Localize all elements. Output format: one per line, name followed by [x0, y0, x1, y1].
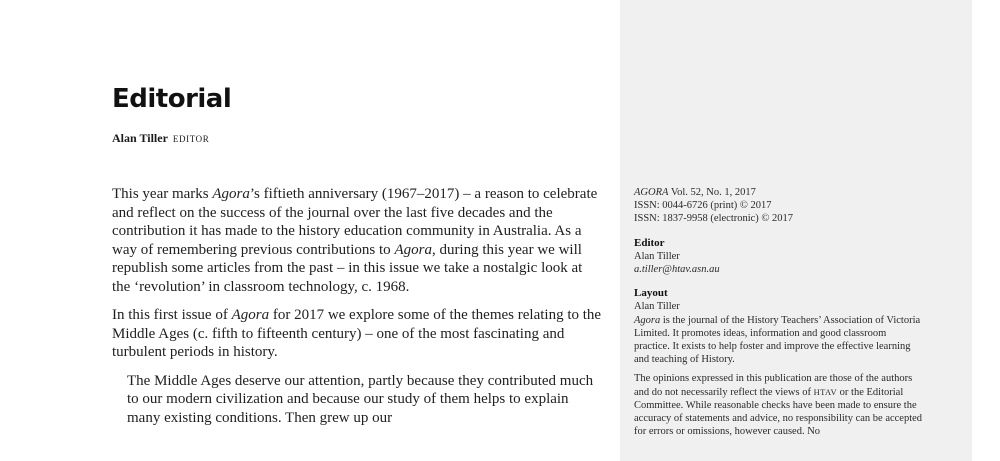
- htav-abbreviation: HTAV: [813, 386, 838, 397]
- editor-label: Editor: [634, 236, 665, 249]
- text-run: or the Editorial Committee. While reasonable checks have been made to ensure the accuracy of statements and advice, no responsibility can be accepted for errors or omissions, however caused. No: [634, 386, 923, 438]
- about-text: [634, 314, 924, 367]
- journal-volume: Vol. 52, No. 1, 2017: [670, 187, 756, 198]
- journal-name: Agora: [394, 241, 432, 258]
- layout-name: Alan Tiller: [634, 301, 680, 313]
- author-name: Alan Tiller: [112, 131, 168, 145]
- editor-info: [634, 237, 924, 277]
- journal-info: [634, 186, 924, 226]
- text-run: ’s fiftieth anniversary (1967–2017) – a reason to celebrate and reflect on the success of the journal over the last five decades and the contribution it has made to the history education community in Australia. As a way of remembering previous contributions to: [112, 186, 598, 258]
- layout-info: [634, 287, 924, 438]
- text-run: , during this year we will republish some articles from the past – in this issue we take a nostalgic look at the ‘revolution’ in classroom technology, c. 1968.: [112, 241, 583, 295]
- journal-name: Agora: [212, 186, 250, 202]
- text-run: for 2017 we explore some of the themes relating to the Middle Ages (c. fifth to fifteenth century) – one of the most fascinating and turbulent periods in history.: [112, 307, 602, 360]
- text-run: This year marks: [112, 186, 213, 202]
- block-quote: The Middle Ages deserve our attention, partly because they contributed much to our modern civilization and because our study of them helps to explain many existing conditions. Then grew up our: [127, 372, 594, 426]
- layout-label: Layout: [634, 287, 668, 300]
- issn-print: ISSN: 0044-6726 (print) © 2017: [634, 200, 772, 212]
- publication-info: [634, 186, 924, 449]
- issn-electronic: ISSN: 1837-9958 (electronic) © 2017: [634, 213, 794, 225]
- editor-email[interactable]: [634, 263, 924, 276]
- paragraph-2: [112, 306, 602, 362]
- byline: [112, 131, 209, 146]
- journal-name: Agora: [231, 307, 270, 323]
- journal-title: AGORA: [634, 187, 669, 198]
- page-title: Editorial: [112, 84, 232, 114]
- text-run: In this first issue of: [112, 307, 232, 323]
- journal-volume-line: [634, 186, 924, 199]
- paragraph-1: [112, 185, 602, 296]
- editor-email-link[interactable]: a.tiller@htav.asn.au: [634, 264, 720, 276]
- disclaimer-text: [634, 372, 924, 438]
- journal-name: Agora: [634, 314, 661, 326]
- text-run: The opinions expressed in this publication are those of the authors and do not necessarily reflect the views of: [634, 373, 913, 398]
- article-body: [112, 185, 602, 437]
- text-run: is the journal of the History Teachers’ Association of Victoria Limited. It promotes ideas, information and good classroom practice. It exists to help foster and improve the effective learning and teaching of History.: [634, 314, 921, 366]
- author-role: EDITOR: [172, 134, 210, 144]
- editor-name: Alan Tiller: [634, 250, 680, 262]
